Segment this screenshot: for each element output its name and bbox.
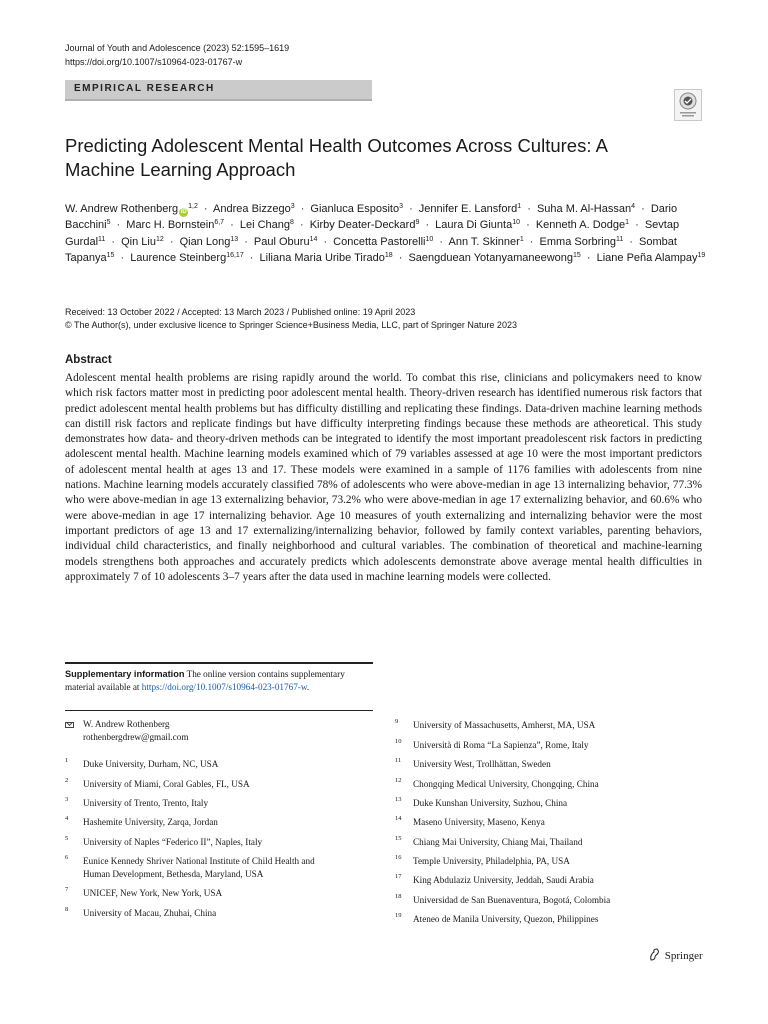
author-name: Qin Liu <box>121 235 156 248</box>
author-affiliation-marker: 4 <box>631 203 636 210</box>
author-name: Jennifer E. Lansford <box>418 203 518 215</box>
affiliation-number: 13 <box>395 796 402 803</box>
envelope-icon <box>65 722 74 728</box>
author-list <box>65 201 710 266</box>
author-separator: · <box>244 235 248 248</box>
author-entry <box>121 236 164 248</box>
author-separator: · <box>398 251 403 264</box>
author-name: Laurence Steinberg <box>130 251 227 264</box>
author-separator: · <box>527 203 531 215</box>
author-separator: · <box>526 219 530 232</box>
affiliation-number: 1 <box>65 757 69 764</box>
author-separator: · <box>323 235 328 248</box>
section-label: EMPIRICAL RESEARCH <box>74 83 215 94</box>
affiliation-text: Ateneo de Manila University, Quezon, Philippines <box>413 914 599 924</box>
affiliation-number: 10 <box>395 738 402 745</box>
check-for-updates-badge[interactable] <box>674 89 702 121</box>
affiliation-text: University of Macau, Zhuhai, China <box>83 908 217 918</box>
supplementary-text: The online version contains supplementary material available at <box>65 669 345 692</box>
author-entry <box>310 203 403 215</box>
affiliation-text: UNICEF, New York, New York, USA <box>83 888 223 898</box>
author-affiliation-marker: 16,17 <box>226 251 244 259</box>
author-separator: · <box>635 219 639 232</box>
affiliation-number: 17 <box>395 873 402 880</box>
author-entry <box>333 236 433 248</box>
affiliation-number: 8 <box>65 906 69 913</box>
affiliation-number: 9 <box>395 718 399 725</box>
author-affiliation-marker: 11 <box>615 235 624 243</box>
affiliation-text: Duke University, Durham, NC, USA <box>83 759 219 769</box>
author-entry <box>260 252 393 264</box>
supplementary-end: . <box>306 681 310 692</box>
author-name: Lei Chang <box>239 219 290 232</box>
affiliation-number: 18 <box>395 893 402 900</box>
affiliation-text: Eunice Kennedy Shriver National Institute of Child Health and <box>83 856 315 866</box>
author-entry <box>240 219 294 231</box>
affiliation-text: Chongqing Medical University, Chongqing, China <box>413 779 599 789</box>
affiliation-text: Temple University, Philadelphia, PA, USA <box>413 856 570 866</box>
journal-citation: Journal of Youth and Adolescence (2023) 52:1595–1619 <box>65 43 290 53</box>
author-affiliation-marker: 10 <box>425 235 434 243</box>
author-separator: · <box>629 235 633 248</box>
affiliation-text: University of Naples “Federico II”, Naples, Italy <box>83 837 263 847</box>
author-name: Dario Bacchini <box>65 203 678 232</box>
author-entry <box>435 219 520 231</box>
author-separator: · <box>529 235 534 248</box>
author-affiliation-marker: 1 <box>625 219 630 227</box>
affiliation-number: 4 <box>65 815 69 822</box>
author-entry <box>213 203 295 215</box>
affiliation-number: 7 <box>65 886 69 893</box>
author-name: Emma Sorbring <box>539 235 616 248</box>
affiliation-text: University of Massachusetts, Amherst, MA, USA <box>413 720 596 730</box>
affiliation-text: Duke Kunshan University, Suzhou, China <box>413 798 568 808</box>
author-name: Liliana Maria Uribe Tirado <box>259 251 385 264</box>
author-name: Qian Long <box>179 235 231 248</box>
author-entry <box>540 236 624 248</box>
affiliation-text: University of Trento, Trento, Italy <box>83 798 209 808</box>
author-separator: · <box>111 235 116 248</box>
author-affiliation-marker: 3 <box>290 203 295 210</box>
author-entry <box>537 203 635 215</box>
article-doi[interactable]: https://doi.org/10.1007/s10964-023-01767-w <box>65 57 243 67</box>
affiliation-number: 2 <box>65 777 69 784</box>
author-entry <box>126 219 224 231</box>
affiliation-text: Universidad de San Buenaventura, Bogotá, Colombia <box>413 895 611 905</box>
author-name: Ann T. Skinner <box>448 235 520 248</box>
affiliation-text: University of Miami, Coral Gables, FL, USA <box>83 779 250 789</box>
supplementary-label: Supplementary information <box>65 669 185 679</box>
crossmark-icon <box>675 90 701 120</box>
author-entry <box>180 236 239 248</box>
author-entry <box>536 219 629 231</box>
author-separator: · <box>116 219 121 232</box>
author-affiliation-marker: 1,2 <box>188 203 198 210</box>
author-name: Marc H. Bornstein <box>126 219 215 232</box>
author-entry <box>448 236 523 248</box>
corresponding-name: W. Andrew Rothenberg <box>83 719 170 729</box>
author-name: Gianluca Esposito <box>310 203 400 215</box>
author-entry <box>597 252 706 264</box>
author-entry <box>408 252 580 264</box>
author-name: Laura Di Giunta <box>435 219 513 232</box>
author-name: Kenneth A. Dodge <box>535 219 626 232</box>
author-separator: · <box>300 203 305 215</box>
affiliation-text: King Abdulaziz University, Jeddah, Saudi Arabia <box>413 875 594 885</box>
footnote-divider <box>65 662 373 664</box>
affiliation-number: 5 <box>65 835 69 842</box>
affiliation-text: Chiang Mai University, Chiang Mai, Thailand <box>413 837 583 847</box>
springer-horse-icon <box>649 948 660 961</box>
author-name: Liane Peña Alampay <box>596 251 698 264</box>
author-separator: · <box>203 203 208 215</box>
affiliation-number: 6 <box>65 854 69 861</box>
author-name: Concetta Pastorelli <box>333 235 426 248</box>
author-separator: · <box>299 219 304 232</box>
abstract-heading: Abstract <box>65 354 112 366</box>
article-title: Predicting Adolescent Mental Health Outcomes Across Cultures: A Machine Learning Approach <box>65 135 607 180</box>
author-name: Kirby Deater-Deckard <box>309 219 416 232</box>
supplementary-link[interactable]: https://doi.org/10.1007/s10964-023-01767-w <box>141 681 307 692</box>
section-label-bar <box>65 80 372 101</box>
author-affiliation-marker: 13 <box>230 235 239 243</box>
author-separator: · <box>425 219 430 232</box>
author-separator: · <box>586 251 591 264</box>
author-name: Sombat Tapanya <box>65 235 677 264</box>
author-affiliation-marker: 6,7 <box>214 219 225 227</box>
author-affiliation-marker: 11 <box>98 235 106 243</box>
affiliation-number: 16 <box>395 854 402 861</box>
author-separator: · <box>439 235 444 248</box>
author-separator: · <box>641 203 645 215</box>
author-entry <box>419 203 521 215</box>
author-affiliation-marker: 12 <box>155 235 164 243</box>
author-entry <box>65 203 198 215</box>
author-affiliation-marker: 8 <box>290 219 294 227</box>
author-separator: · <box>409 203 413 215</box>
supplementary-information <box>65 668 370 693</box>
author-affiliation-marker: 1 <box>517 203 522 210</box>
publisher-logo <box>649 948 703 962</box>
corresponding-email[interactable]: rothenbergdrew@gmail.com <box>83 732 189 742</box>
affiliation-number: 19 <box>395 912 402 919</box>
affiliation-text: University West, Trollhättan, Sweden <box>413 759 551 769</box>
author-affiliation-marker: 3 <box>399 203 403 210</box>
orcid-icon[interactable]: iD <box>180 209 187 215</box>
author-name: Andrea Bizzego <box>213 203 291 215</box>
affiliation-number: 15 <box>395 835 402 842</box>
author-affiliation-marker: 5 <box>106 219 111 227</box>
affiliation-number: 14 <box>395 815 402 822</box>
abstract-text: Adolescent mental health problems are rising rapidly around the world. To combat this rise, clinicians and policymakers need to know which risk factors matter most in predicting poor adolescent mental health. Theory-driven research has identified numerous risk factors that predict adolescent mental health problems but has difficulty distilling and replicating these findings. Data-driven machine learning methods can distill risk factors and replicate findings but have difficulty interpreting findings because these methods are atheoretical. This study demonstrates how data- and theory-driven methods can be integrated to identify the most important preadolescent risk factors in predicting adolescent mental health. Machine learning models examined which of 79 variables assessed at age 10 were the most important predictors of adolescent mental health at ages 13 and 17. These models were examined in a sample of 1176 families with adolescents from nine nations. Machine learning models accurately classified 78% of adolescents who were above-median in age 13 internalizing behavior, 77.3% who were above-median in age 13 externalizing behavior, 73.2% who were above-median in age 17 externalizing behavior, and 60.6% who were above-median in age 17 internalizing behavior. Age 10 measures of youth externalizing and internalizing behavior were the most important predictors of age 13 and 17 externalizing/internalizing behavior, followed by family context variables, parenting behaviors, individual child characteristics, and finally neighborhood and cultural variables. The combination of theoretical and machine-learning models strengthens both approaches and accurately predicts which adolescents demonstrate above average mental health difficulties in approximately 7 of 10 adolescents 3–7 years after the data used in machine learning models were collected. <box>65 372 702 583</box>
author-name: Suha M. Al-Hassan <box>536 203 632 215</box>
author-name: Sevtap Gurdal <box>65 219 680 248</box>
author-affiliation-marker: 14 <box>309 235 318 243</box>
affiliation-number: 3 <box>65 796 69 803</box>
affiliation-number: 11 <box>395 757 402 764</box>
author-separator: · <box>169 235 174 248</box>
author-name: Paul Oburu <box>253 235 310 248</box>
author-separator: · <box>249 251 254 264</box>
copyright-notice: © The Author(s), under exclusive licence to Springer Science+Business Media, LLC, part of Springer Nature 2023 <box>65 320 517 330</box>
affiliation-text: Maseno University, Maseno, Kenya <box>413 817 545 827</box>
affiliation-text: Human Development, Bethesda, Maryland, USA <box>83 869 264 879</box>
author-entry <box>254 236 317 248</box>
author-entry <box>310 219 420 231</box>
affiliation-text: Università di Roma “La Sapienza”, Rome, Italy <box>413 740 589 750</box>
affiliation-text: Hashemite University, Zarqa, Jordan <box>83 817 218 827</box>
author-affiliation-marker: 19 <box>697 251 706 259</box>
author-affiliation-marker: 15 <box>106 251 115 259</box>
author-affiliation-marker: 10 <box>512 219 521 227</box>
author-affiliation-marker: 9 <box>415 219 420 227</box>
affiliation-number: 12 <box>395 777 402 784</box>
author-separator: · <box>230 219 234 232</box>
author-affiliation-marker: 1 <box>519 235 524 243</box>
author-affiliation-marker: 15 <box>573 251 581 259</box>
author-affiliation-marker: 18 <box>384 251 393 259</box>
footnote-divider-lower <box>65 710 373 711</box>
author-entry <box>130 252 244 264</box>
publication-dates: Received: 13 October 2022 / Accepted: 13 March 2023 / Published online: 19 April 2023 <box>65 307 416 317</box>
author-name: W. Andrew Rothenberg <box>65 203 179 215</box>
author-separator: · <box>120 251 125 264</box>
publisher-name: Springer <box>664 950 703 962</box>
author-name: Saengduean Yotanyamaneewong <box>408 251 574 264</box>
